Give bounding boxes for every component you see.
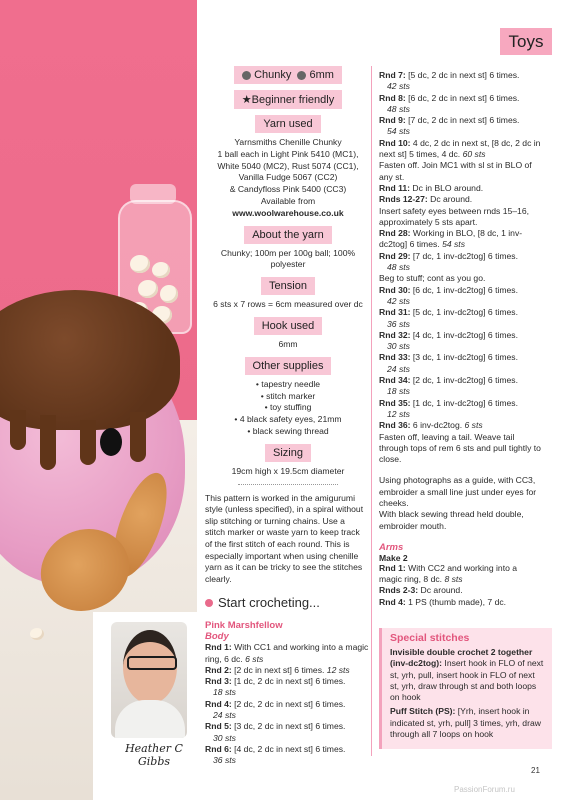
note-mouth: With black sewing thread held double, embroider mouth. xyxy=(379,509,524,531)
supply-item: • tapestry needle xyxy=(255,378,321,389)
stitch-count: 54 sts xyxy=(442,239,465,250)
stitch-count: 30 sts xyxy=(213,732,236,743)
stitch-count: 24 sts xyxy=(213,710,236,721)
yarn-ball-icon xyxy=(242,71,251,80)
round-label: Rnd 30: xyxy=(379,284,411,295)
supply-item: • black sewing thread xyxy=(247,425,329,436)
note-fasten-off: Fasten off. Join MC1 with sl st in BLO of any st. xyxy=(379,160,532,182)
round-instruction xyxy=(205,642,371,665)
section-tab: Toys xyxy=(500,28,552,55)
round-instruction xyxy=(205,676,371,699)
round-instruction xyxy=(205,744,371,767)
pattern-title: Pink Marshfellow xyxy=(205,620,283,632)
round-label: Rnd 36: xyxy=(379,420,411,431)
hook-size: 6mm xyxy=(309,69,334,81)
round-text: [3 dc, 1 inv-dc2tog] 6 times. xyxy=(410,352,518,363)
round-label: Rnd 35: xyxy=(379,397,411,408)
round-text: [5 dc, 2 dc in next st] 6 times. xyxy=(405,70,520,80)
stitch-count: 30 sts xyxy=(387,341,410,352)
round-instruction xyxy=(379,115,541,138)
round-label: Rnd 4: xyxy=(379,596,406,607)
round-instruction xyxy=(379,330,541,353)
round-text: Dc around. xyxy=(427,194,473,205)
stitch-count: 54 sts xyxy=(387,126,410,137)
stitch-count: 42 sts xyxy=(387,295,410,306)
glasses-icon xyxy=(127,656,177,670)
author-shoulders xyxy=(115,700,185,738)
stitch-count: 48 sts xyxy=(387,262,410,273)
round-text: [3 dc, 2 dc in next st] 6 times. xyxy=(231,721,346,732)
round-label: Rnd 11: xyxy=(379,182,411,193)
round-text: Working in BLO, [8 dc, 1 inv-dc2tog] 6 times. xyxy=(379,228,523,250)
supplies-list xyxy=(205,379,371,438)
round-instruction xyxy=(379,352,541,375)
special-stitches-heading: Special stitches xyxy=(390,632,470,644)
round-instruction xyxy=(379,420,541,431)
round-label: Rnd 9: xyxy=(379,115,406,126)
stitch-count: 24 sts xyxy=(387,363,410,374)
yarn-used-details xyxy=(205,137,371,220)
stitch-count: 36 sts xyxy=(387,318,410,329)
round-text: 1 PS (thumb made), 7 dc. xyxy=(405,596,507,607)
supply-item: • 4 black safety eyes, 21mm xyxy=(234,414,342,425)
supply-item: • stitch marker xyxy=(260,390,316,401)
watermark: PassionForum.ru xyxy=(454,785,515,794)
stitch-count: 48 sts xyxy=(387,103,410,114)
round-text: [7 dc, 1 inv-dc2tog] 6 times. xyxy=(410,250,518,261)
round-label: Rnd 1: xyxy=(379,562,406,573)
round-text: [1 dc, 2 dc in next st] 6 times. xyxy=(231,676,346,687)
stitch-count: 8 sts xyxy=(444,574,463,585)
round-instruction xyxy=(205,665,371,676)
info-column xyxy=(205,66,372,766)
round-label: Rnd 6: xyxy=(205,743,232,754)
round-label: Rnd 7: xyxy=(379,70,406,80)
star-icon: ★ xyxy=(241,94,252,106)
round-instruction xyxy=(379,597,541,608)
round-instruction xyxy=(379,93,541,116)
round-text: 4 dc, 2 dc in next st, [8 dc, 2 dc in next st] 5 times, 4 dc. xyxy=(379,137,541,160)
yarn-weight: Chunky xyxy=(254,69,292,81)
round-text: With CC2 and working into a magic ring, 8 dc. xyxy=(379,562,518,585)
round-label: Rnd 32: xyxy=(379,329,411,340)
arms-heading: Arms xyxy=(379,541,404,553)
special-stitch xyxy=(390,647,546,703)
round-text: [2 dc, 1 inv-dc2tog] 6 times. xyxy=(410,375,518,386)
round-text: [4 dc, 1 inv-dc2tog] 6 times. xyxy=(410,329,518,340)
marshmallow xyxy=(30,628,44,640)
other-supplies-heading: Other supplies xyxy=(245,357,332,375)
yarn-line: & Candyfloss Pink 5400 (CC3) xyxy=(229,184,347,195)
round-instruction xyxy=(205,699,371,722)
tension-heading: Tension xyxy=(261,277,315,295)
round-text: [2 dc, 2 dc in next st] 6 times. xyxy=(231,698,346,709)
stitch-definition: [Yrh, insert hook in indicated st, yrh, pull] 3 times, yrh, draw through all 7 loops on hook xyxy=(390,706,541,740)
round-text: [4 dc, 2 dc in next st] 6 times. xyxy=(231,743,346,754)
round-text: [1 dc, 1 inv-dc2tog] 6 times. xyxy=(410,397,518,408)
round-instruction xyxy=(379,228,541,251)
stitch-count: 6 sts xyxy=(245,653,264,664)
dotted-divider xyxy=(238,484,338,485)
round-instruction xyxy=(379,138,541,161)
arms-make: Make 2 xyxy=(379,552,408,563)
note-eyes: Insert safety eyes between rnds 15–16, approximately 5 sts apart. xyxy=(379,205,530,227)
round-label: Rnds 12-27: xyxy=(379,194,428,205)
yarn-line: Vanilla Fudge 5067 (CC2) xyxy=(238,172,338,183)
round-text: Dc in BLO around. xyxy=(410,182,484,193)
round-instruction xyxy=(379,183,541,194)
stitch-count: 12 sts xyxy=(326,664,350,675)
project-photo xyxy=(0,0,197,800)
round-label: Rnd 2: xyxy=(205,664,232,675)
round-text: Dc around. xyxy=(418,585,463,596)
round-text: With CC1 and working into a magic ring, 6 dc. xyxy=(205,642,369,664)
round-label: Rnd 29: xyxy=(379,250,411,261)
stitch-count: 36 sts xyxy=(213,755,236,766)
round-label: Rnd 3: xyxy=(205,676,232,687)
topping-drip xyxy=(80,420,96,465)
topping-drip xyxy=(40,415,56,470)
round-label: Rnd 8: xyxy=(379,92,406,103)
level-badge xyxy=(234,90,342,109)
hook-icon xyxy=(297,71,306,80)
special-stitch xyxy=(390,706,546,740)
special-stitches-box xyxy=(379,628,552,749)
pattern-column xyxy=(379,70,541,608)
round-instruction xyxy=(379,307,541,330)
round-label: Rnd 34: xyxy=(379,375,411,386)
round-label: Rnd 28: xyxy=(379,228,411,239)
round-instruction xyxy=(379,70,541,93)
author-card xyxy=(93,612,197,800)
stitch-count: 42 sts xyxy=(387,81,410,92)
marshmallow xyxy=(160,285,178,303)
stitch-term: Invisible double crochet 2 together (inv-dc2tog): xyxy=(390,647,533,669)
about-yarn-heading: About the yarn xyxy=(244,226,332,244)
round-label: Rnd 5: xyxy=(205,721,232,732)
round-text: [7 dc, 2 dc in next st] 6 times. xyxy=(405,115,520,126)
yarn-weight-hook-badge xyxy=(234,66,342,84)
yarn-used-heading: Yarn used xyxy=(255,115,320,133)
marshmallow xyxy=(152,262,170,278)
supplier-link[interactable]: www.woolwarehouse.co.uk xyxy=(232,207,344,218)
yarn-line: Available from xyxy=(260,195,316,206)
start-heading xyxy=(205,595,371,610)
sizing-heading: Sizing xyxy=(265,444,311,462)
safety-eye xyxy=(100,428,122,456)
supply-item: • toy stuffing xyxy=(264,402,312,413)
note-stuff: Beg to stuff; cont as you go. xyxy=(379,273,486,284)
round-text: [6 dc, 2 dc in next st] 6 times. xyxy=(405,92,520,103)
hook-used-text: 6mm xyxy=(278,338,298,349)
round-label: Rnd 10: xyxy=(379,137,411,148)
stitch-term: Puff Stitch (PS): xyxy=(390,706,456,717)
round-label: Rnd 31: xyxy=(379,307,411,318)
round-instruction xyxy=(379,251,541,274)
topping-drip xyxy=(10,410,26,450)
author-name: Heather C Gibbs xyxy=(125,742,183,768)
round-label: Rnd 33: xyxy=(379,352,411,363)
round-instruction xyxy=(205,721,371,744)
author-photo xyxy=(111,622,187,738)
stitch-count: 60 sts xyxy=(462,149,486,160)
yarn-line: 1 ball each in Light Pink 5410 (MC1), xyxy=(217,148,359,159)
round-text: [2 dc in next st] 6 times. xyxy=(231,664,327,675)
start-heading-text: Start crocheting... xyxy=(218,595,320,611)
marshmallow xyxy=(130,255,150,273)
round-label: Rnd 4: xyxy=(205,698,232,709)
body-heading: Body xyxy=(205,631,229,643)
round-instruction xyxy=(379,285,541,308)
topping-drip xyxy=(130,412,146,462)
round-text: [5 dc, 1 inv-dc2tog] 6 times. xyxy=(410,307,518,318)
hook-used-heading: Hook used xyxy=(254,317,323,335)
sizing-text: 19cm high x 19.5cm diameter xyxy=(231,465,345,476)
round-instruction xyxy=(379,398,541,421)
tension-text: 6 sts x 7 rows = 6cm measured over dc xyxy=(213,299,363,310)
yarn-line: Yarnsmiths Chenille Chunky xyxy=(234,137,342,147)
note-finish: Fasten off, leaving a tail. Weave tail through tops of rem 6 sts and pull tightly to close. xyxy=(379,431,541,465)
round-instruction xyxy=(379,194,541,205)
stitch-count: 12 sts xyxy=(387,408,410,419)
bullet-icon xyxy=(205,599,213,607)
round-text: 6 inv-dc2tog. xyxy=(410,420,465,431)
round-label: Rnds 2-3: xyxy=(379,585,419,596)
stitch-count: 6 sts xyxy=(464,420,483,431)
page-number: 21 xyxy=(531,766,540,775)
stitch-definition: Insert hook in FLO of next st, yrh, pull, insert hook in FLO of next st, yrh, draw through st and both loops on hook xyxy=(390,658,544,703)
round-instruction xyxy=(379,563,541,586)
marshmallow xyxy=(138,280,158,298)
level-text: Beginner friendly xyxy=(251,94,335,106)
round-label: Rnd 1: xyxy=(205,642,232,653)
intro-paragraph: This pattern is worked in the amigurumi style (unless specified), in a spiral without slip stitching or turning chains. Use a stitch marker or waste yarn to keep track of the first stitch of each round. This is especially important when using chenille yarn as it can be tricky to see the stitches clearly. xyxy=(205,492,364,584)
stitch-count: 18 sts xyxy=(213,687,236,698)
round-instruction xyxy=(379,375,541,398)
round-instruction xyxy=(379,585,541,596)
stitch-count: 18 sts xyxy=(387,386,410,397)
about-yarn-text: Chunky; 100m per 100g ball; 100% polyester xyxy=(220,247,356,270)
note-cheeks: Using photographs as a guide, with CC3, embroider a small line just under eyes for cheeks. xyxy=(379,475,537,508)
round-text: [6 dc, 1 inv-dc2tog] 6 times. xyxy=(410,284,518,295)
yarn-line: White 5040 (MC2), Rust 5074 (CC1), xyxy=(217,160,359,171)
